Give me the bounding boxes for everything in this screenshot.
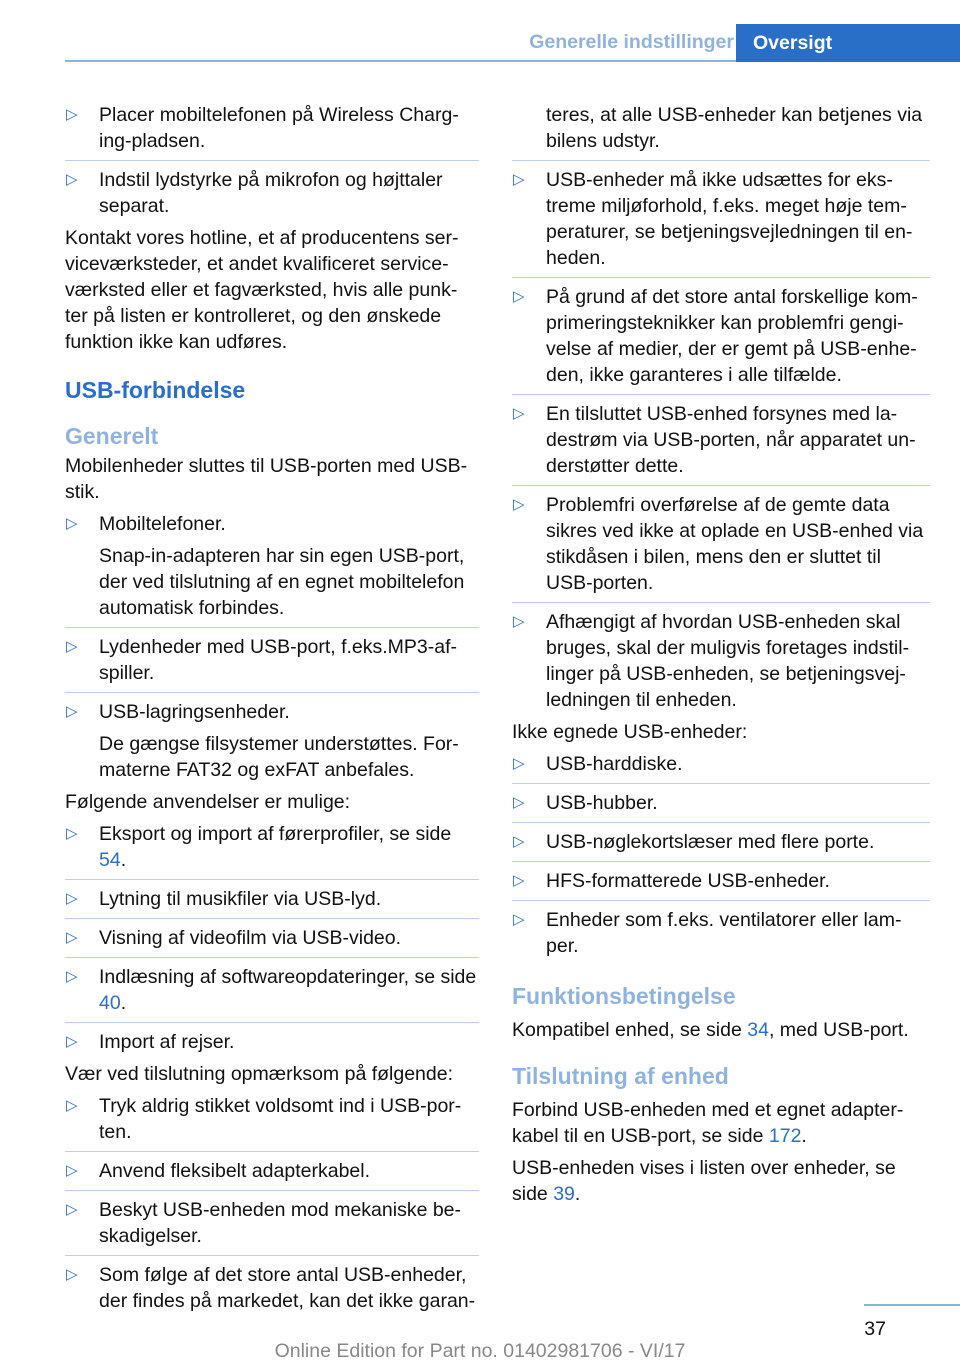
heading-usb-forbindelse: USB-forbindelse (65, 377, 246, 403)
triangle-bullet-icon: ▷ (66, 171, 78, 188)
divider (512, 900, 930, 901)
list-item: ▷ En tilsluttet USB-enhed forsynes med la-destrøm via USB-porten, når apparatet un-derstøtter dette. (513, 403, 916, 477)
list-item: ▷ Problemfri overførelse af de gemte data sikres ved ikke at oplade en USB-enhed via stikdåsen i bilen, mens den er sluttet til USB-porten. (513, 494, 924, 594)
triangle-bullet-icon: ▷ (66, 1162, 78, 1179)
divider (512, 861, 930, 862)
divider (512, 602, 930, 603)
list-item: ▷ Enheder som f.eks. ventilatorer eller lam-per. (513, 909, 902, 957)
divider (512, 485, 930, 486)
paragraph: Ikke egnede USB-enheder: (512, 721, 748, 743)
list-item: ▷ Tryk aldrig stikket voldsomt ind i USB-por-ten. (66, 1095, 462, 1143)
triangle-bullet-icon: ▷ (513, 872, 525, 889)
divider (512, 277, 930, 278)
list-item: ▷ USB-nøglekortslæser med flere porte. (513, 831, 875, 853)
triangle-bullet-icon: ▷ (513, 171, 525, 188)
paragraph: Følgende anvendelser er mulige: (65, 791, 351, 813)
triangle-bullet-icon: ▷ (513, 833, 525, 850)
paragraph: Kontakt vores hotline, et af producentens ser-viceværksteder, et andet kvalificeret service-værksted eller et fagværksted, hvis alle punk-ter på listen er kontrolleret, og den ønskede funktion ikke kan udføres. (65, 227, 459, 353)
list-item: ▷ HFS-formatterede USB-enheder. (513, 870, 830, 892)
list-item: ▷ Lydenheder med USB-port, f.eks.MP3-af-spiller. (66, 636, 458, 684)
page-link[interactable]: 172 (768, 1125, 802, 1147)
triangle-bullet-icon: ▷ (513, 288, 525, 305)
page-link[interactable]: 54 (99, 849, 121, 871)
list-item: ▷ USB-harddiske. (513, 753, 683, 775)
triangle-bullet-icon: ▷ (66, 703, 78, 720)
list-item: ▷ Indlæsning af softwareopdateringer, se side 40. (66, 966, 477, 1014)
triangle-bullet-icon: ▷ (513, 911, 525, 928)
triangle-bullet-icon: ▷ (66, 968, 78, 985)
page-link[interactable]: 34 (747, 1019, 769, 1041)
list-item-detail: Snap-in-adapteren har sin egen USB-port, der ved tilslutning af en egnet mobiltelefon automatisk forbindes. (99, 545, 465, 619)
list-item: ▷ USB-enheder må ikke udsættes for eks-treme miljøforhold, f.eks. meget høje tem-peraturer, se betjeningsvejledningen til en-heden. (513, 169, 913, 269)
triangle-bullet-icon: ▷ (513, 405, 525, 422)
right-column (512, 102, 930, 1213)
heading-tilslutning: Tilslutning af enhed (512, 1063, 729, 1089)
divider (65, 1190, 479, 1191)
divider (65, 692, 479, 693)
paragraph: Mobilenheder sluttes til USB-porten med USB-stik. (65, 455, 468, 503)
triangle-bullet-icon: ▷ (66, 1033, 78, 1050)
paragraph: Vær ved tilslutning opmærksom på følgende: (65, 1063, 454, 1085)
edition-footer: Online Edition for Part no. 01402981706 - VI/17 (274, 1340, 686, 1362)
list-item: ▷ Placer mobiltelefonen på Wireless Charg-ing-pladsen. (66, 104, 459, 152)
page-header (0, 0, 960, 62)
triangle-bullet-icon: ▷ (66, 1097, 78, 1114)
paragraph: Kompatibel enhed, se side 34, med USB-port. (512, 1019, 909, 1041)
list-item: ▷ Indstil lydstyrke på mikrofon og højttaler separat. (66, 169, 443, 217)
triangle-bullet-icon: ▷ (66, 929, 78, 946)
triangle-bullet-icon: ▷ (513, 496, 525, 513)
list-item: ▷ USB-hubber. (513, 792, 658, 814)
tab-label: Oversigt (753, 32, 833, 54)
divider (65, 1151, 479, 1152)
heading-funktionsbetingelse: Funktionsbetingelse (512, 983, 736, 1009)
tab-oversigt[interactable] (736, 24, 960, 62)
paragraph: Forbind USB-enheden med et egnet adapter-kabel til en USB-port, se side 172. (512, 1099, 904, 1147)
divider (65, 627, 479, 628)
divider (65, 1255, 479, 1256)
list-item: ▷ Beskyt USB-enheden mod mekaniske be-skadigelser. (66, 1199, 462, 1247)
section-title: Generelle indstillinger (529, 31, 734, 53)
triangle-bullet-icon: ▷ (66, 1201, 78, 1218)
triangle-bullet-icon: ▷ (66, 106, 78, 123)
triangle-bullet-icon: ▷ (513, 613, 525, 630)
list-item: ▷ USB-lagringsenheder. De gængse filsystemer understøttes. For-materne FAT32 og exFAT anbefales. (65, 699, 479, 783)
list-item: ▷ Import af rejser. (66, 1031, 235, 1053)
list-item: ▷ Afhængigt af hvordan USB-enheden skal bruges, skal der muligvis foretages indstil-linger på USB-enheden, se betjeningsvej-ledningen til enheden. (513, 611, 910, 711)
left-column (65, 102, 479, 1320)
list-item: ▷ Lytning til musikfiler via USB-lyd. (66, 888, 382, 910)
divider (65, 918, 479, 919)
list-item: ▷ Anvend fleksibelt adapterkabel. (66, 1160, 371, 1182)
triangle-bullet-icon: ▷ (513, 755, 525, 772)
divider (512, 160, 930, 161)
paragraph: USB-enheden vises i listen over enheder, se side 39. (512, 1157, 896, 1205)
divider (512, 394, 930, 395)
page-link[interactable]: 40 (99, 992, 121, 1014)
divider (65, 879, 479, 880)
divider (65, 160, 479, 161)
list-item: ▷ Mobiltelefoner. Snap-in-adapteren har sin egen USB-port, der ved tilslutning af en egnet mobiltelefon automatisk forbindes. (65, 511, 479, 621)
divider (512, 822, 930, 823)
page-link[interactable]: 39 (553, 1183, 575, 1205)
triangle-bullet-icon: ▷ (66, 890, 78, 907)
heading-generelt: Generelt (65, 423, 159, 449)
list-item-detail: De gængse filsystemer understøttes. For-materne FAT32 og exFAT anbefales. (99, 733, 459, 781)
triangle-bullet-icon: ▷ (66, 1266, 78, 1283)
triangle-bullet-icon: ▷ (66, 638, 78, 655)
divider (65, 1022, 479, 1023)
list-item: ▷ Som følge af det store antal USB-enheder, der findes på markedet, kan det ikke garan- (66, 1264, 476, 1312)
list-item: ▷ Eksport og import af førerprofiler, se side 54. (66, 823, 452, 871)
page-number: 37 (864, 1318, 886, 1340)
list-item-continuation: teres, at alle USB-enheder kan betjenes via bilens udstyr. (546, 104, 923, 152)
triangle-bullet-icon: ▷ (66, 515, 78, 532)
list-item: ▷ Visning af videofilm via USB-video. (66, 927, 402, 949)
triangle-bullet-icon: ▷ (66, 825, 78, 842)
footer-rule (864, 1304, 960, 1306)
divider (65, 957, 479, 958)
divider (512, 783, 930, 784)
triangle-bullet-icon: ▷ (513, 794, 525, 811)
list-item: ▷ På grund af det store antal forskellige kom-primeringsteknikker kan problemfri gengi-velse af medier, der er gemt på USB-enhe-den, ikke garanteres i alle tilfælde. (513, 286, 918, 386)
